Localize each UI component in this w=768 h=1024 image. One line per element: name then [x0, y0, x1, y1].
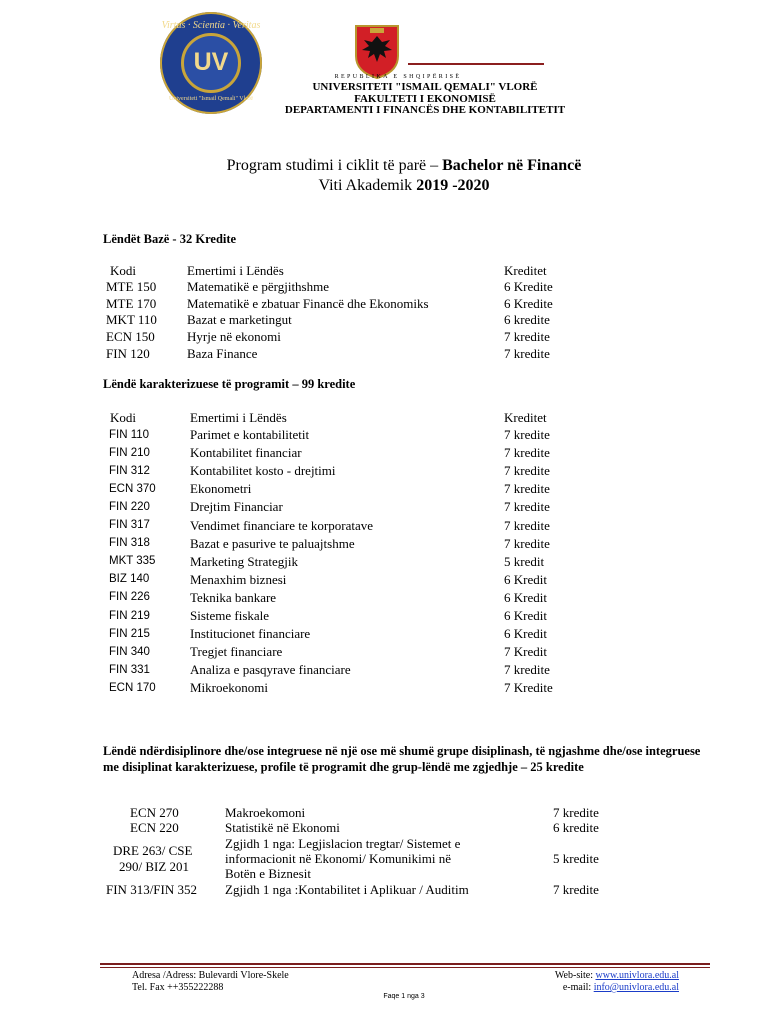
- section-interdisciplinary-heading: Lëndë ndërdisiplinore dhe/ose integruese në një ose më shumë grupe disiplinash, të ngjashme dhe/ose integruese me disiplinat karakterizuese, profile të programit dhe grup-lëndë me zgjedhje – 25 kredite: [103, 744, 701, 774]
- table-row-code: FIN 210: [109, 446, 150, 459]
- table-row-code: FIN 331: [109, 663, 150, 676]
- footer-website: [549, 970, 679, 981]
- table-row-name: Ekonometri: [190, 481, 252, 497]
- col-header-credits: Kreditet: [504, 410, 547, 425]
- table-row-code: FIN 340: [109, 645, 150, 658]
- table-row-name: Zgjidh 1 nga: Legjislacion tregtar/ Sistemet e: [225, 836, 461, 851]
- table-row-code: FIN 226: [109, 591, 150, 604]
- table-row-name: Marketing Strategjik: [190, 553, 298, 569]
- table-row-credits: 7 kredite: [504, 535, 550, 551]
- table-row-credits: 7 kredite: [504, 463, 550, 479]
- table-row-code: FIN 220: [109, 500, 150, 513]
- website-link[interactable]: www.univlora.edu.al: [595, 970, 679, 981]
- table-row-name: Parimet e kontabilitetit: [190, 427, 310, 442]
- table-row-name: Analiza e pasqyrave financiare: [190, 662, 351, 678]
- table-row-code: FIN 110: [109, 428, 150, 441]
- table-row-credits: 7 Kredite: [504, 680, 553, 696]
- col-header-code: Kodi: [110, 263, 136, 278]
- table-row-name: Zgjidh 1 nga :Kontabilitet i Aplikuar / Auditim: [225, 882, 469, 897]
- table-row-name: Kontabilitet financiar: [190, 445, 302, 461]
- table-row-code: ECN 370: [109, 482, 156, 495]
- table-row-credits: 6 Kredit: [504, 589, 547, 605]
- albania-emblem-icon: [352, 22, 402, 80]
- table-row-code: FIN 312: [109, 464, 150, 477]
- table-row-credits: 7 kredite: [504, 445, 550, 461]
- table-row-name: Institucionet financiare: [190, 626, 311, 642]
- col-header-name: Emertimi i Lëndës: [187, 263, 284, 278]
- table-row-name: Vendimet financiare te korporatave: [190, 517, 373, 533]
- table-row-credits: 7 kredite: [504, 427, 550, 442]
- table-row-credits: 7 kredite: [504, 481, 550, 497]
- section-characteristic-heading: Lëndë karakterizuese të programit – 99 kredite: [103, 377, 356, 391]
- table-row-credits: 5 kredite: [553, 851, 599, 866]
- academic-year-value: 2019 -2020: [416, 177, 490, 194]
- table-row-name: Sisteme fiskale: [190, 608, 270, 623]
- table-row-name: Bazat e pasurive te paluajtshme: [190, 535, 355, 551]
- table-row-credits: 5 kredit: [504, 553, 545, 569]
- table-row-code: FIN 317: [109, 519, 150, 531]
- table-row-name: Bazat e marketingut: [187, 312, 292, 328]
- table-row-credits: 6 Kredit: [504, 608, 547, 623]
- table-row-credits: 7 kredite: [504, 517, 550, 533]
- table-row-credits: 6 Kredit: [504, 626, 547, 642]
- table-row-name: Mikroekonomi: [190, 680, 268, 696]
- seal-motto: Virtus · Scientia · Veritas: [161, 20, 261, 31]
- table-row-name: Tregjet financiare: [190, 644, 283, 660]
- footer-phone: Tel. Fax ++355222288: [132, 982, 224, 993]
- table-row-code: MTE 170: [106, 295, 157, 311]
- table-row-code: ECN 220: [130, 820, 179, 835]
- table-row-name: Makroekomoni: [225, 805, 306, 820]
- table-row-credits: 6 kredite: [504, 312, 550, 328]
- table-row-code: ECN 270: [130, 805, 179, 820]
- table-row-code: BIZ 140: [109, 573, 150, 586]
- table-row-code: ECN 150: [106, 329, 155, 345]
- table-row-name: Matematikë e përgjithshme: [187, 279, 329, 294]
- program-title-bold: Bachelor në Financë: [442, 157, 582, 174]
- table-row-code: FIN 215: [109, 627, 150, 640]
- section-basic-heading: Lëndët Bazë - 32 Kredite: [103, 232, 237, 246]
- table-row-credits: 7 kredite: [504, 345, 550, 361]
- table-row-name: Matematikë e zbatuar Financë dhe Ekonomiks: [187, 295, 429, 311]
- table-row-code: MKT 335: [109, 555, 156, 568]
- header-rule: [408, 63, 544, 65]
- seal-bottom-text: Universiteti "Ismail Qemali" Vlorë: [169, 96, 253, 102]
- table-row-name: Menaxhim biznesi: [190, 571, 287, 587]
- footer-address: Adresa /Adress: Bulevardi Vlore-Skele: [132, 970, 289, 981]
- program-title-plain: Program studimi i ciklit të parë –: [226, 157, 443, 174]
- table-row-credits: 6 Kredit: [504, 571, 547, 587]
- department-name: DEPARTAMENTI I FINANCËS DHE KONTABILITETIT: [284, 104, 566, 116]
- table-row-name: Hyrje në ekonomi: [187, 329, 281, 345]
- table-row-credits: 7 kredite: [504, 329, 550, 345]
- table-row-name: Baza Finance: [187, 345, 258, 361]
- footer-email: [530, 982, 679, 993]
- table-row-credits: 7 kredite: [553, 805, 599, 820]
- table-row-credits: 7 kredite: [553, 882, 599, 897]
- table-row-name: Kontabilitet kosto - drejtimi: [190, 463, 336, 479]
- email-link[interactable]: info@univlora.edu.al: [593, 982, 679, 993]
- table-row-code: 290/ BIZ 201: [119, 859, 190, 874]
- table-row-name: Teknika bankare: [190, 589, 277, 605]
- table-row-code: FIN 313/FIN 352: [106, 882, 198, 897]
- col-header-code: Kodi: [110, 410, 136, 425]
- table-row-credits: 7 kredite: [504, 499, 550, 515]
- col-header-credits: Kreditet: [504, 263, 547, 278]
- seal-letters: UV: [193, 48, 229, 76]
- table-row-credits: 7 kredite: [504, 662, 550, 678]
- footer-rule: [100, 963, 710, 965]
- table-row-credits: 6 Kredite: [504, 279, 553, 294]
- faculty-name: FAKULTETI I EKONOMISË: [354, 93, 496, 105]
- table-row-name: informacionit në Ekonomi/ Komunikimi në: [225, 851, 452, 866]
- table-row-code: DRE 263/ CSE: [113, 843, 193, 858]
- footer-email-label: e-mail:: [562, 982, 594, 993]
- academic-year-label: Viti Akademik: [318, 177, 417, 194]
- program-title: [0, 157, 768, 175]
- university-name: UNIVERSITETI "ISMAIL QEMALI" VLORË: [312, 81, 538, 93]
- table-row-code: MTE 150: [106, 279, 157, 294]
- col-header-name: Emertimi i Lëndës: [190, 410, 287, 425]
- page-number: Faqe 1 nga 3: [383, 993, 425, 1000]
- republika-label: REPUBLIKA E SHQIPËRISË: [334, 74, 462, 80]
- table-row-credits: 6 Kredite: [504, 295, 553, 311]
- table-row-credits: 6 kredite: [553, 820, 599, 835]
- table-row-code: ECN 170: [109, 681, 156, 694]
- footer-rule-thin: [100, 967, 710, 968]
- table-row-code: FIN 219: [109, 609, 150, 622]
- table-row-code: MKT 110: [106, 312, 157, 328]
- table-row-code: FIN 318: [109, 537, 150, 550]
- academic-year: [0, 177, 768, 195]
- table-row-credits: 7 Kredit: [504, 644, 547, 660]
- footer-website-label: Web-site:: [554, 970, 596, 981]
- table-row-name: Botën e Biznesit: [225, 866, 311, 881]
- table-row-name: Statistikë në Ekonomi: [225, 820, 340, 835]
- table-row-code: FIN 120: [106, 345, 150, 361]
- table-row-name: Drejtim Financiar: [190, 499, 283, 515]
